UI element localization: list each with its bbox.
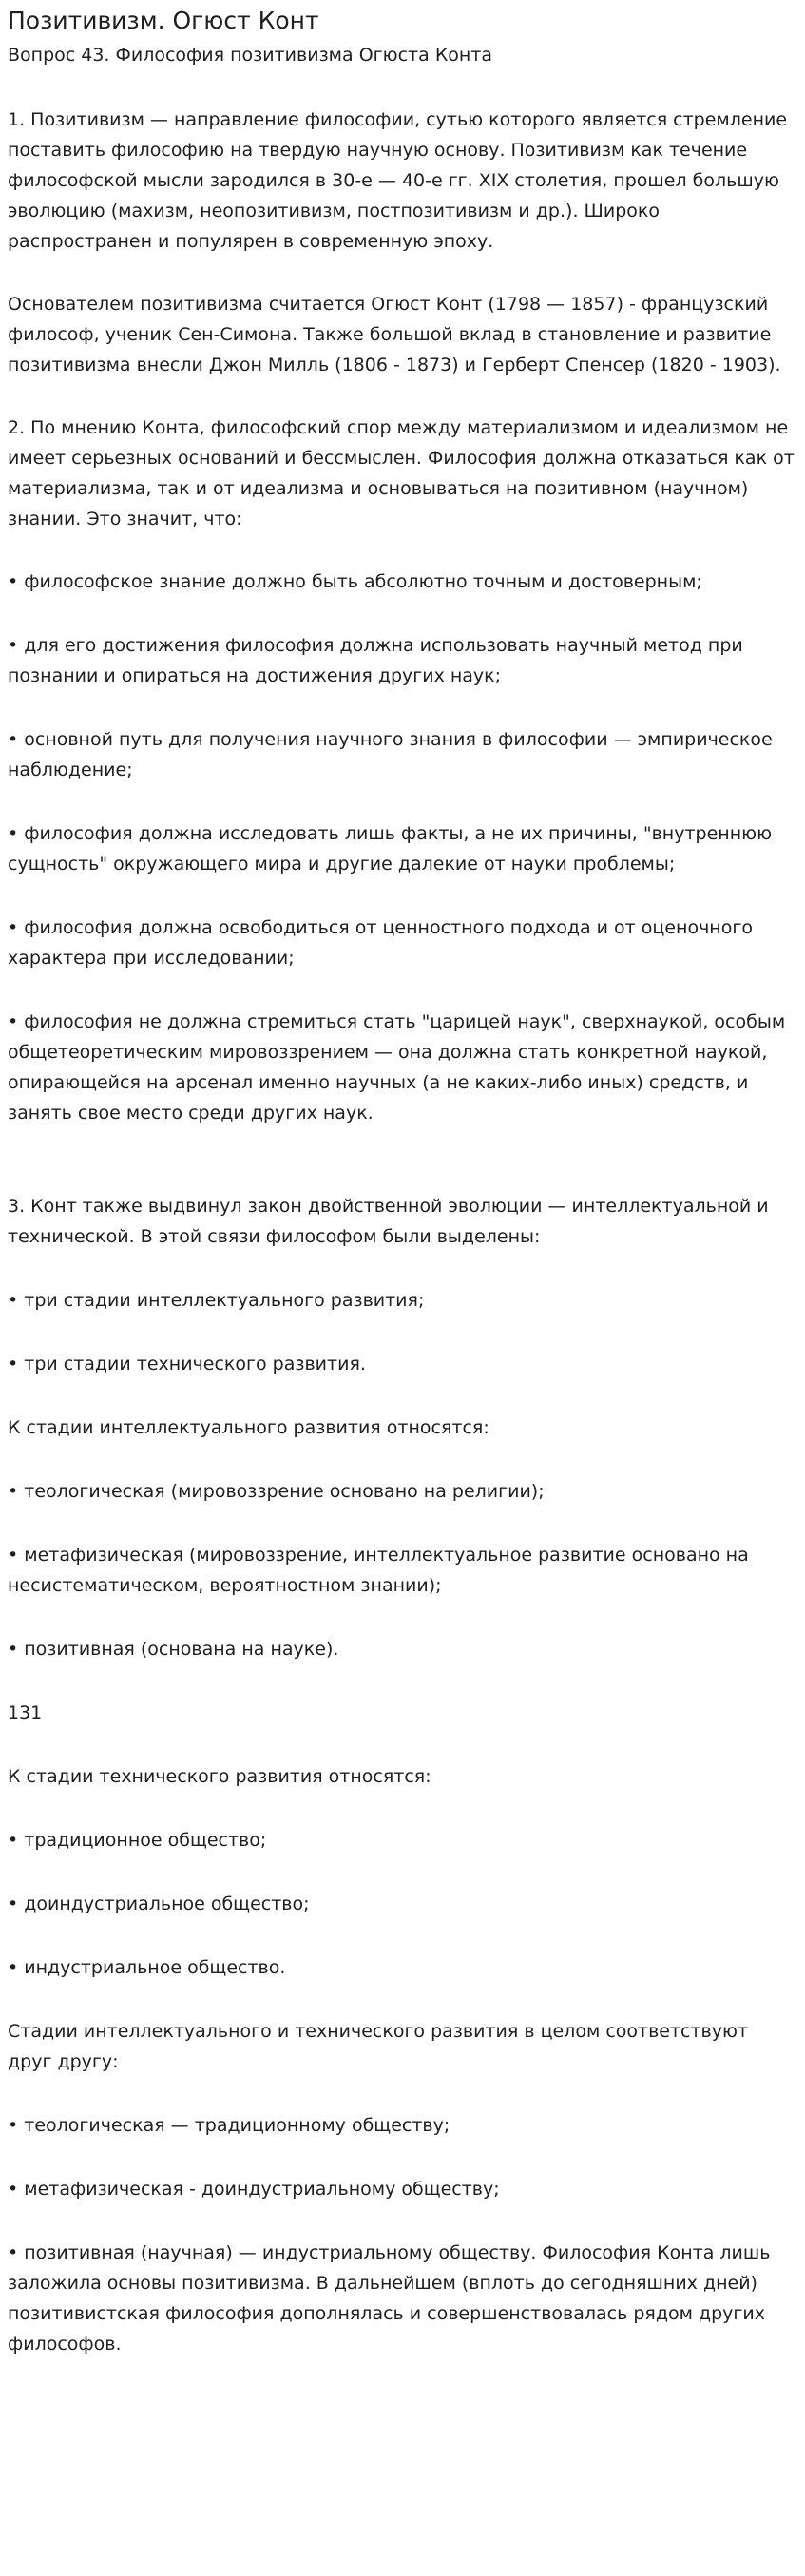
list-item: • теологическая (мировоззрение основано на религии); bbox=[8, 1481, 545, 1502]
paragraph-1: 1. Позитивизм — направление философии, сутью которого является стремление поставить философию на твердую научную основу. Позитивизм как течение философской мысли зародился в 30-е — 40-е гг. XIX столетия, прошел большую эволюцию (махизм, неопозитивизм, постпозитивизм и др.). Широко распространен и популярен в современную эпоху. bbox=[8, 109, 788, 252]
page-title: Позитивизм. Огюст Конт bbox=[8, 7, 319, 34]
list-item: • метафизическая (мировоззрение, интеллектуальное развитие основано на несистематическом, вероятностном знании); bbox=[8, 1545, 749, 1596]
list-item: • философия не должна стремиться стать "царицей наук", сверхнаукой, особым общетеоретическим мировоззрением — она должна стать конкретной наукой, опирающейся на арсенал именно научных (а не каких-либо иных) средств, и занять свое место среди других наук. bbox=[8, 1011, 786, 1124]
list-item: • три стадии интеллектуального развития; bbox=[8, 1290, 425, 1311]
list-item: • три стадии технического развития. bbox=[8, 1354, 366, 1375]
paragraph-7: Стадии интеллектуального и технического развития в целом соответствуют друг другу: bbox=[8, 2021, 749, 2072]
list-item: • для его достижения философия должна использовать научный метод при познании и опираться на достижения других наук; bbox=[8, 635, 743, 686]
list-item: • философское знание должно быть абсолютно точным и достоверным; bbox=[8, 571, 702, 592]
list-item: • позитивная (основана на науке). bbox=[8, 1639, 339, 1660]
list-item: • традиционное общество; bbox=[8, 1830, 267, 1851]
list-item: • философия должна исследовать лишь факты, а не их причины, "внутреннюю сущность" окружающего мира и другие далекие от науки проблемы; bbox=[8, 823, 773, 875]
paragraph-4: 3. Конт также выдвинул закон двойственной эволюции — интеллектуальной и технической. В этой связи философом были выделены: bbox=[8, 1196, 769, 1247]
paragraph-6: К стадии технического развития относятся: bbox=[8, 1766, 431, 1787]
list-item: • позитивная (научная) — индустриальному обществу. Философия Конта лишь заложила основы позитивизма. В дальнейшем (вплоть до сегодняшних дней) позитивистская философия дополнялась и совершенствовалась рядом других философов. bbox=[8, 2242, 771, 2355]
question-heading: Вопрос 43. Философия позитивизма Огюста Конта bbox=[8, 45, 493, 66]
list-item: • теологическая — традиционному обществу; bbox=[8, 2115, 450, 2136]
list-item: • доиндустриальное общество; bbox=[8, 1894, 310, 1914]
list-item: • основной путь для получения научного знания в философии — эмпирическое наблюдение; bbox=[8, 729, 773, 780]
paragraph-3: 2. По мнению Конта, философский спор между материализмом и идеализмом не имеет серьезных оснований и бессмыслен. Философия должна отказаться как от материализма, так и от идеализма и основываться на позитивном (научном) знании. Это значит, что: bbox=[8, 417, 795, 529]
list-item: • философия должна освободиться от ценностного подхода и от оценочного характера при исследовании; bbox=[8, 917, 753, 969]
paragraph-2: Основателем позитивизма считается Огюст Конт (1798 — 1857) - французский философ, ученик Сен-Симона. Также большой вклад в становление и развитие позитивизма внесли Джон Милль (1806 - 1873) и Герберт Спенсер (1820 - 1903). bbox=[8, 294, 781, 375]
page-number: 131 bbox=[8, 1702, 43, 1723]
paragraph-5: К стадии интеллектуального развития относятся: bbox=[8, 1417, 489, 1438]
list-item: • индустриальное общество. bbox=[8, 1957, 286, 1978]
list-item: • метафизическая - доиндустриальному обществу; bbox=[8, 2179, 500, 2200]
